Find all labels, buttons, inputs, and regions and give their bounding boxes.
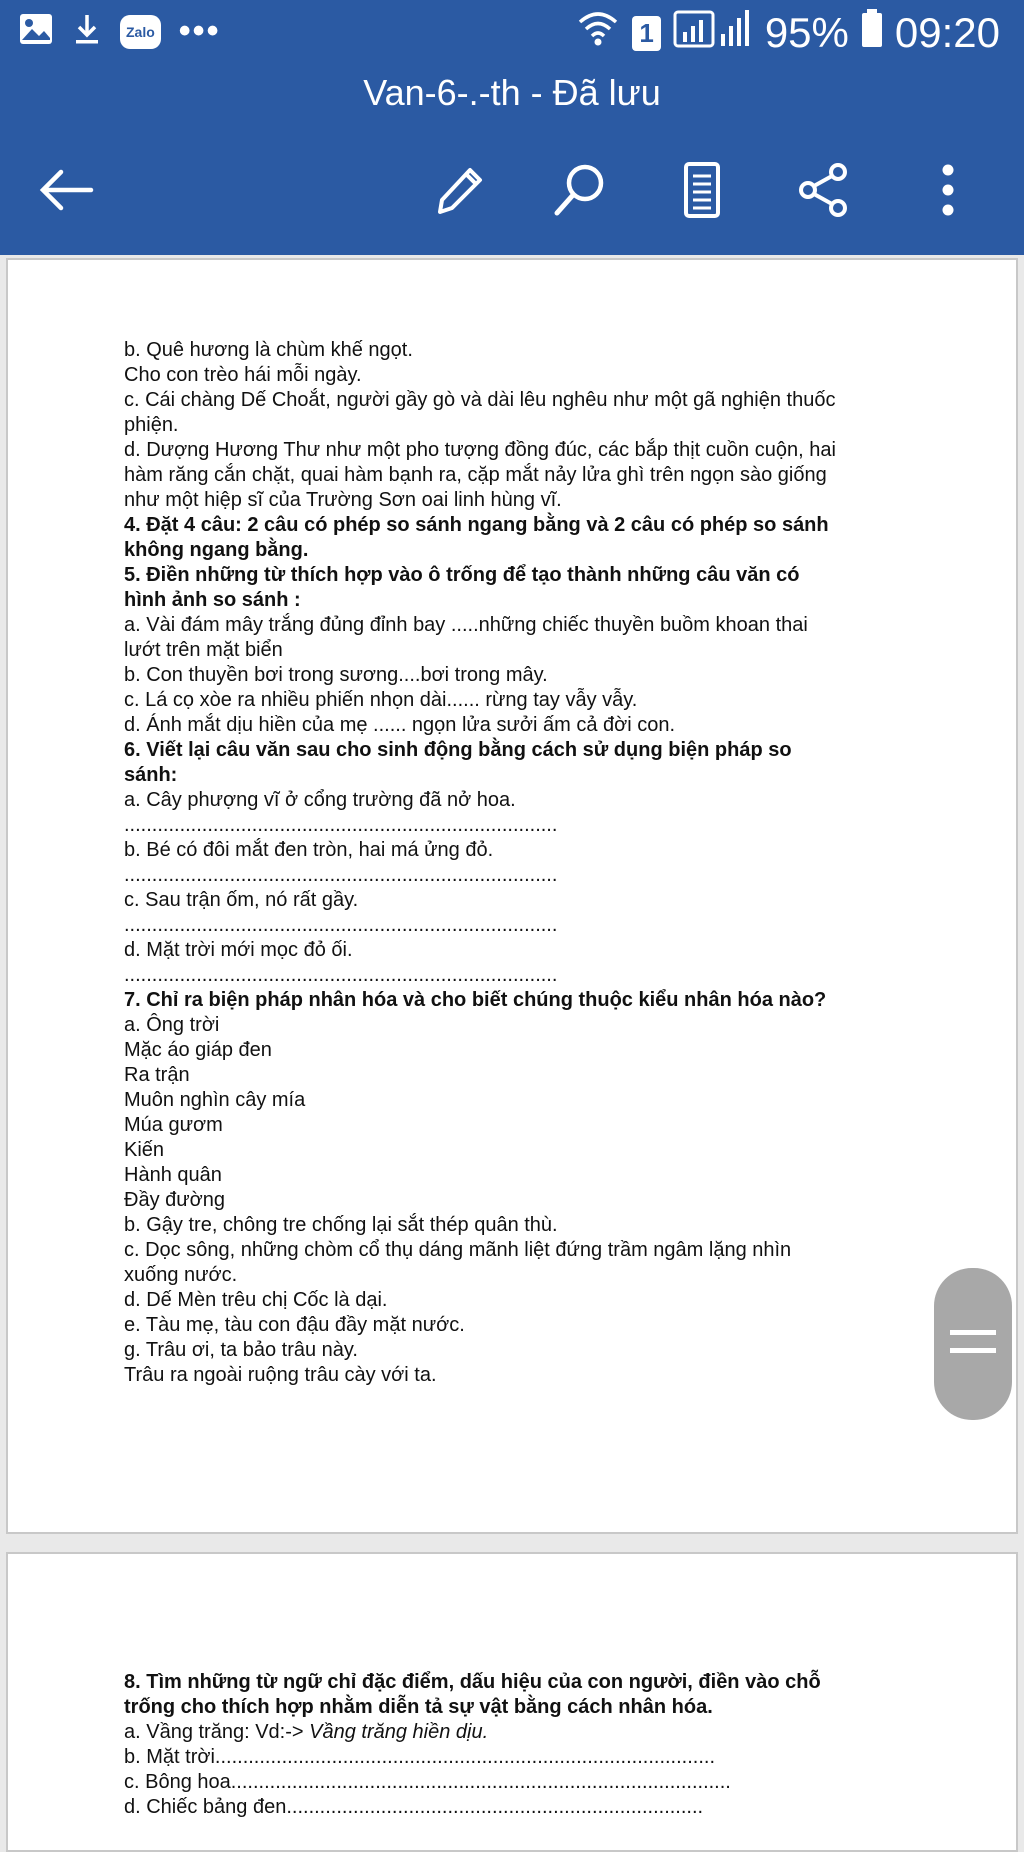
doc-line: b. Gậy tre, chông tre chống lại sắt thép quân thù. — [124, 1214, 558, 1236]
clock: 09:20 — [894, 9, 1000, 56]
question-8-heading: trống cho thích hợp nhằm diễn tả sự vật bằng cách nhân hóa. — [124, 1696, 713, 1718]
answer-blank: c. Bông hoa.......................................................................................... — [124, 1771, 731, 1793]
answer-blank: .............................................................................. — [124, 864, 558, 886]
zalo-icon: Zalo — [120, 15, 161, 49]
question-5-heading: 5. Điền những từ thích hợp vào ô trống để tạo thành những câu văn có — [124, 564, 800, 586]
share-button[interactable] — [794, 160, 854, 220]
mobile-view-button[interactable] — [672, 160, 732, 220]
app-bar — [0, 0, 1024, 255]
question-6-heading: 6. Viết lại câu văn sau cho sinh động bằng cách sử dụng biện pháp so — [124, 739, 792, 761]
doc-line: a. Vài đám mây trắng đủng đỉnh bay .....những chiếc thuyền buồm khoan thai — [124, 614, 808, 636]
search-icon — [551, 161, 609, 219]
doc-line: g. Trâu ơi, ta bảo trâu này. — [124, 1339, 358, 1361]
doc-line: như một hiệp sĩ của Trường Sơn oai linh hùng vĩ. — [124, 489, 562, 511]
battery-icon — [861, 8, 883, 58]
more-notifications-icon: ••• — [178, 12, 221, 50]
example-answer: Vầng trăng hiền dịu. — [309, 1721, 489, 1743]
pencil-icon — [430, 162, 486, 218]
doc-line: hàm răng cắn chặt, quai hàm bạnh ra, cặp mắt nảy lửa ghì trên ngọn sào giống — [124, 464, 827, 486]
doc-line: a. Ông trời — [124, 1014, 220, 1036]
wifi-icon — [576, 8, 620, 58]
doc-line: d. Dế Mèn trêu chị Cốc là dại. — [124, 1289, 388, 1311]
question-7-heading: 7. Chỉ ra biện pháp nhân hóa và cho biết chúng thuộc kiểu nhân hóa nào? — [124, 989, 827, 1011]
doc-line: b. Quê hương là chùm khế ngọt. — [124, 339, 413, 361]
scroll-handle[interactable] — [934, 1268, 1012, 1420]
doc-line: a. Cây phượng vĩ ở cổng trường đã nở hoa. — [124, 789, 516, 811]
doc-line: c. Dọc sông, những chòm cổ thụ dáng mãnh liệt đứng trầm ngâm lặng nhìn — [124, 1239, 792, 1261]
mobile-view-icon — [682, 161, 722, 219]
status-bar — [0, 0, 1024, 66]
signal-icon — [673, 8, 753, 58]
doc-line: Ra trận — [124, 1064, 190, 1086]
doc-line: e. Tàu mẹ, tàu con đậu đầy mặt nước. — [124, 1314, 465, 1336]
doc-line: Kiến — [124, 1139, 165, 1161]
scroll-grip-line — [950, 1348, 996, 1353]
doc-line: lướt trên mặt biển — [124, 639, 283, 661]
doc-line: b. Bé có đôi mắt đen tròn, hai má ửng đỏ. — [124, 839, 494, 861]
document-title: Van-6-.-th - Đã lưu — [363, 72, 661, 113]
toolbar — [0, 150, 1024, 230]
doc-line: c. Cái chàng Dế Choắt, người gầy gò và dài lêu nghêu như một gã nghiện thuốc — [124, 389, 836, 411]
search-button[interactable] — [550, 160, 610, 220]
doc-line: xuống nước. — [124, 1264, 238, 1286]
answer-blank: .............................................................................. — [124, 814, 558, 836]
page-1-content — [124, 338, 924, 1388]
question-4-heading: không ngang bằng. — [124, 539, 309, 561]
back-button[interactable] — [36, 160, 96, 220]
doc-line: Múa gươm — [124, 1114, 223, 1136]
answer-blank: d. Chiếc bảng đen........................................................................... — [124, 1796, 704, 1818]
doc-line: c. Lá cọ xòe ra nhiều phiến nhọn dài...... rừng tay vẫy vẫy. — [124, 689, 638, 711]
doc-line: b. Con thuyền bơi trong sương....bơi trong mây. — [124, 664, 548, 686]
question-4-heading: 4. Đặt 4 câu: 2 câu có phép so sánh ngang bằng và 2 câu có phép so sánh — [124, 514, 829, 536]
answer-blank: .............................................................................. — [124, 964, 558, 986]
download-icon — [72, 12, 102, 51]
battery-percent: 95% — [764, 9, 849, 56]
doc-line: c. Sau trận ốm, nó rất gầy. — [124, 889, 359, 911]
doc-line: Cho con trèo hái mỗi ngày. — [124, 364, 362, 386]
doc-line — [124, 1720, 924, 1745]
doc-line: d. Dượng Hương Thư như một pho tượng đồng đúc, các bắp thịt cuồn cuộn, hai — [124, 439, 836, 461]
question-6-heading: sánh: — [124, 764, 178, 786]
gallery-icon — [18, 12, 54, 51]
more-vertical-icon — [938, 162, 958, 218]
doc-line: Mặc áo giáp đen — [124, 1039, 272, 1061]
more-options-button[interactable] — [918, 160, 978, 220]
scroll-grip-line — [950, 1330, 996, 1335]
doc-line: d. Ánh mắt dịu hiền của mẹ ...... ngọn lửa sưởi ấm cả đời con. — [124, 714, 676, 736]
doc-line: phiện. — [124, 414, 179, 436]
doc-line: Trâu ra ngoài ruộng trâu cày với ta. — [124, 1364, 437, 1386]
sim-slot-icon: 1 — [632, 16, 660, 51]
question-8-heading: 8. Tìm những từ ngữ chỉ đặc điểm, dấu hiệu của con người, điền vào chỗ — [124, 1671, 821, 1693]
back-arrow-icon — [37, 167, 95, 213]
doc-line: Muôn nghìn cây mía — [124, 1089, 306, 1111]
answer-blank: b. Mặt trời.......................................................................................... — [124, 1746, 716, 1768]
example-label: a. Vầng trăng: Vd:-> — [124, 1721, 310, 1743]
doc-line: d. Mặt trời mới mọc đỏ ối. — [124, 939, 353, 961]
share-icon — [796, 162, 852, 218]
doc-line: Hành quân — [124, 1164, 222, 1186]
edit-button[interactable] — [428, 160, 488, 220]
answer-blank: .............................................................................. — [124, 914, 558, 936]
question-5-heading: hình ảnh so sánh : — [124, 589, 301, 611]
doc-line: Đầy đường — [124, 1189, 225, 1211]
page-2-content — [124, 1670, 924, 1820]
